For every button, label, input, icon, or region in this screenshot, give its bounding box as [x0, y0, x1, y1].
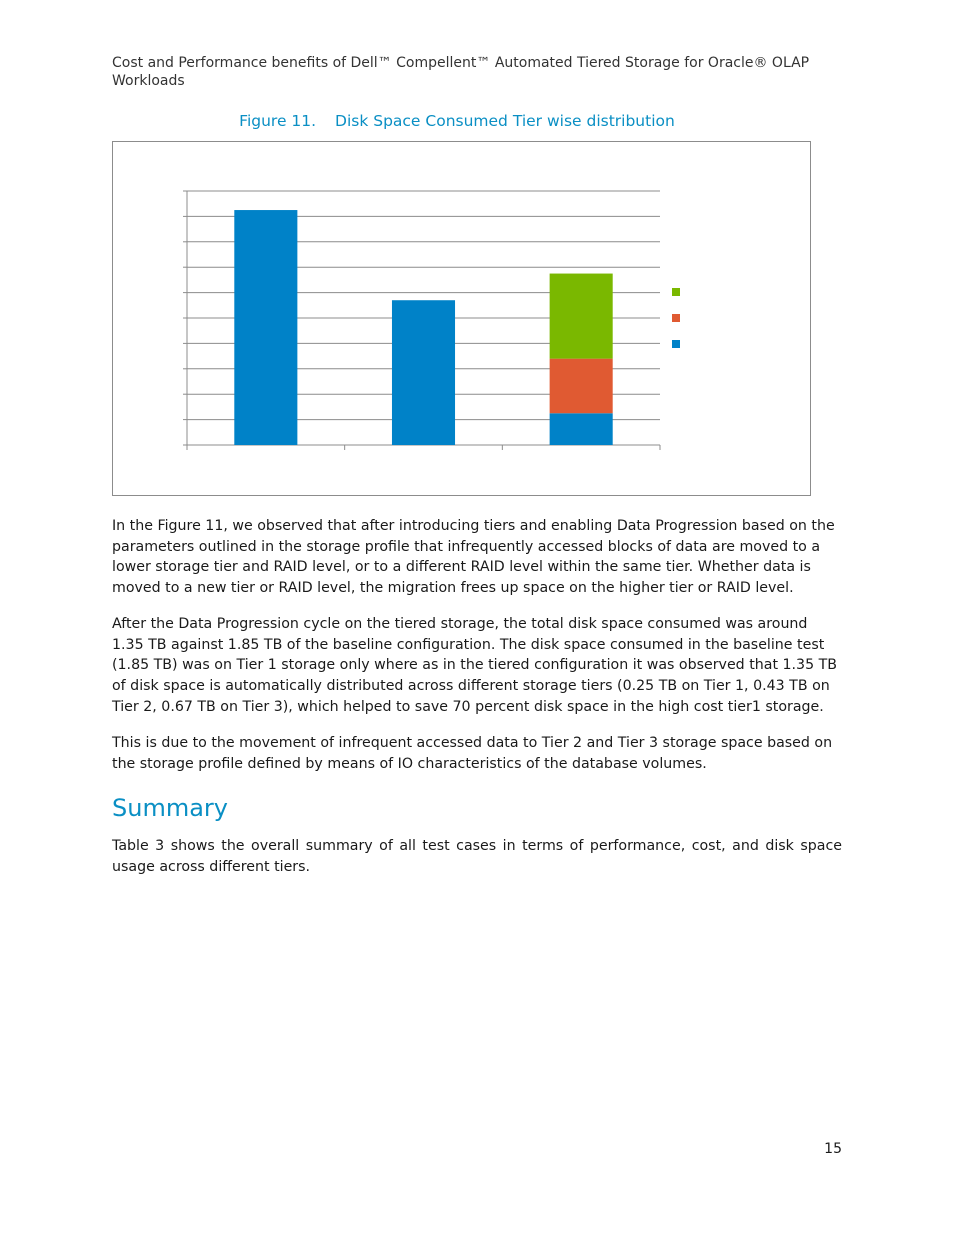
bar-cat3-series1	[550, 413, 613, 445]
legend-swatch-2	[672, 314, 680, 322]
summary-paragraph: Table 3 shows the overall summary of all test cases in terms of performance, cost, and disk space usage across different tiers.	[112, 838, 842, 875]
body-paragraph-3: This is due to the movement of infrequent accessed data to Tier 2 and Tier 3 storage space based on the storage profile defined by means of IO characteristics of the database volumes.	[112, 735, 833, 772]
bar-cat3-series3	[550, 274, 613, 359]
bar-cat3-series2	[550, 359, 613, 414]
figure-number: Figure 11.	[239, 112, 317, 130]
legend-swatch-3	[672, 340, 680, 348]
bar-cat1-series1	[234, 210, 297, 445]
running-header: Cost and Performance benefits of Dell™ Compellent™ Automated Tiered Storage for Oracle® OLAP Workloads	[112, 55, 810, 89]
bar-chart	[113, 142, 812, 497]
figure-caption	[0, 111, 914, 131]
bar-cat2-series1	[392, 300, 455, 445]
page-number: 15	[824, 1141, 842, 1157]
legend-swatch-1	[672, 288, 680, 296]
chart-frame	[112, 141, 811, 496]
body-paragraph-2: After the Data Progression cycle on the tiered storage, the total disk space consumed was around 1.35 TB against 1.85 TB of the baseline configuration. The disk space consumed in the baseline test (1.85 TB) was on Tier 1 storage only where as in the tiered configuration it was observed that 1.35 TB of disk space is automatically distributed across different storage tiers (0.25 TB on Tier 1, 0.43 TB on Tier 2, 0.67 TB on Tier 3), which helped to save 70 percent disk space in the high cost tier1 storage.	[112, 616, 838, 715]
figure-title: Disk Space Consumed Tier wise distribution	[335, 112, 675, 130]
section-heading-summary: Summary	[112, 794, 228, 822]
body-paragraph-1: In the Figure 11, we observed that after introducing tiers and enabling Data Progression based on the parameters outlined in the storage profile that infrequently accessed blocks of data are moved to a lower storage tier and RAID level, or to a different RAID level within the same tier. Whether data is moved to a new tier or RAID level, the migration frees up space on the higher tier or RAID level.	[112, 518, 835, 597]
